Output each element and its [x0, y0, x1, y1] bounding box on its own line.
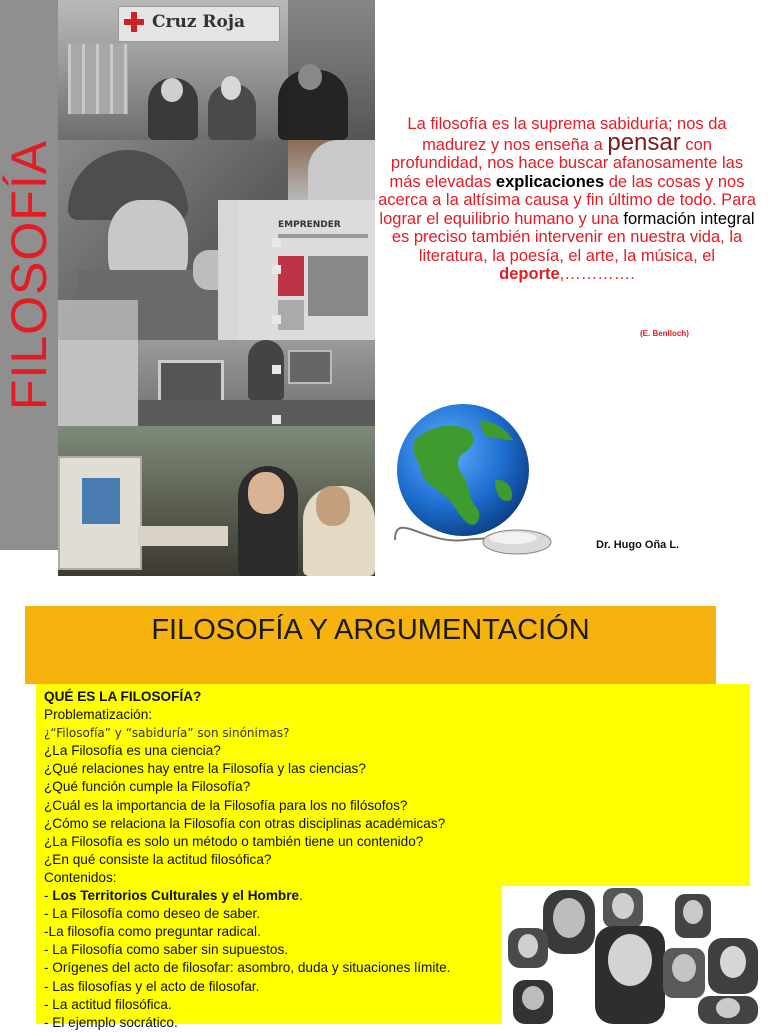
section-heading: QUÉ ES LA FILOSOFÍA?	[44, 689, 202, 704]
slide2-title: FILOSOFÍA Y ARGUMENTACIÓN	[151, 614, 590, 646]
contents-label: Contenidos:	[44, 869, 117, 885]
quote-emphasis-formacion: formación integral	[623, 209, 755, 228]
vertical-title-text: FILOSOFÍA	[1, 139, 58, 411]
computer-office-photo	[138, 340, 375, 426]
question-item: ¿“Filosofía” y “sabiduría” son sinónimas?	[44, 726, 290, 741]
content-item-suffix: .	[299, 888, 303, 904]
quote-emphasis-explicaciones: explicaciones	[495, 172, 605, 191]
problem-label: Problematización:	[44, 707, 153, 723]
content-item: - La Filosofía como saber sin supuestos.	[44, 942, 289, 958]
sign-text: Cruz Roja	[152, 12, 246, 32]
question-item: ¿En qué consiste la actitud filosófica?	[44, 851, 272, 867]
content-item: -La filosofía como preguntar radical.	[44, 924, 261, 940]
content-item: - Las filosofías y el acto de filosofar.	[44, 978, 260, 994]
question-item: ¿Qué función cumple la Filosofía?	[44, 779, 251, 795]
quote-part: La filosofía es la suprema sabiduría; nos da madurez y nos enseña a	[407, 115, 727, 154]
photo-collage	[58, 0, 375, 576]
vertical-title	[0, 0, 58, 550]
question-item: ¿Cuál es la importancia de la Filosofía para los no filósofos?	[44, 797, 408, 813]
newspaper-text: EMPRENDER	[278, 220, 341, 230]
newspaper-photo	[218, 200, 375, 340]
author-name: Dr. Hugo Oña L.	[596, 539, 680, 551]
quote-emphasis-deporte: deporte	[499, 265, 560, 283]
quote-attribution: (E. Benlloch)	[640, 329, 689, 338]
content-item: - El ejemplo socrático.	[44, 1014, 178, 1030]
content-item-prefix: -	[44, 888, 53, 904]
philosophers-portraits	[503, 888, 768, 1024]
question-item: ¿La Filosofía es solo un método o también tiene un contenido?	[44, 833, 424, 849]
content-item-bold: Los Territorios Culturales y el Hombre	[52, 888, 300, 904]
slide2-header	[25, 606, 716, 684]
content-item: - La Filosofía como deseo de saber.	[44, 906, 261, 922]
computer-lab-photo	[58, 426, 375, 576]
content-item: - La actitud filosófica.	[44, 996, 172, 1012]
content-item: - Orígenes del acto de filosofar: asombro, duda y situaciones límite.	[44, 960, 451, 976]
question-item: ¿La Filosofía es una ciencia?	[44, 743, 221, 759]
quote-part: de las cosas y nos acerca a la altísima causa y fin último de todo. Para lograr el equilibrio humano y una	[378, 172, 756, 228]
quote-part: ,………….	[559, 265, 635, 283]
globe-mouse-icon	[385, 400, 565, 565]
question-item: ¿Cómo se relaciona la Filosofía con otras disciplinas académicas?	[44, 815, 446, 831]
quote-emphasis-pensar: pensar	[607, 128, 681, 156]
quote-part: con profundidad, nos hace buscar afanosamente las más elevadas	[389, 135, 744, 191]
question-item: ¿Qué relaciones hay entre la Filosofía y las ciencias?	[44, 761, 366, 777]
philosophy-quote	[378, 115, 756, 284]
quote-part: es preciso también intervenir en nuestra vida, la literatura, la poesía, el arte, la música, el	[391, 228, 743, 265]
